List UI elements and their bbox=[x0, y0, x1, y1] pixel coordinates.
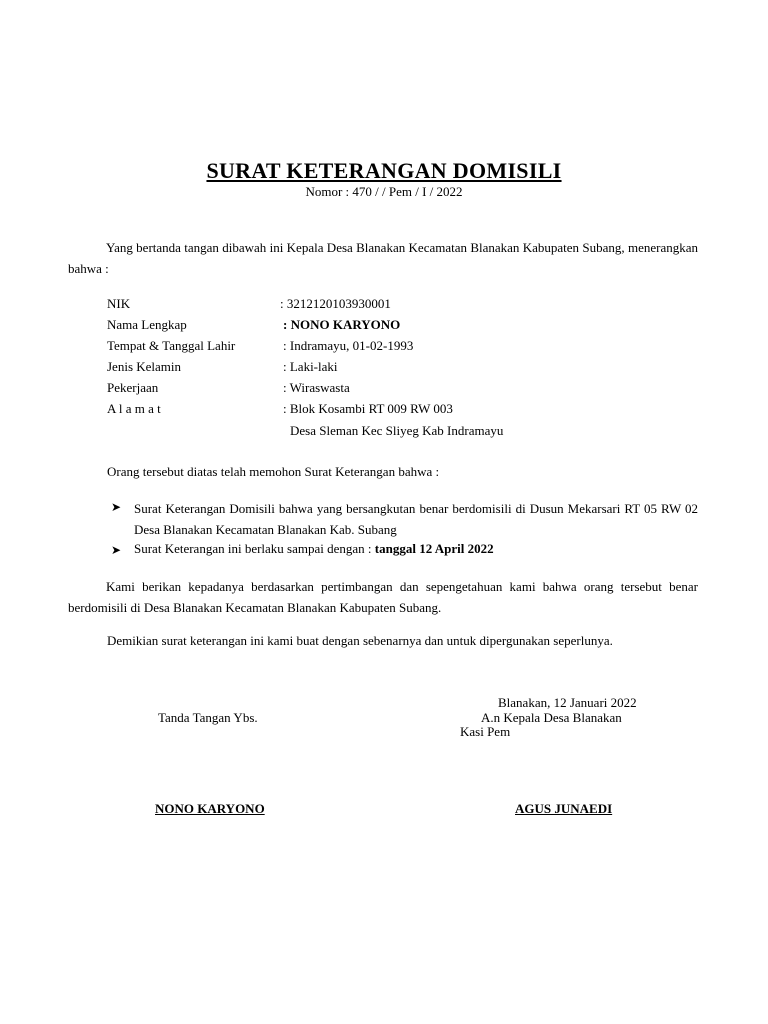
field-label-alamat: A l a m a t bbox=[107, 401, 161, 416]
field-label-pekerjaan: Pekerjaan bbox=[107, 380, 159, 395]
field-value-nik: : 3212120103930001 bbox=[280, 296, 391, 311]
document-title: SURAT KETERANGAN DOMISILI bbox=[206, 158, 562, 183]
bullet-item-2-text: Surat Keterangan ini berlaku sampai dengan : bbox=[134, 541, 375, 556]
field-label-nik: NIK bbox=[107, 296, 131, 311]
validity-date: tanggal 12 April 2022 bbox=[374, 541, 494, 556]
left-signer-name: NONO KARYONO bbox=[155, 801, 265, 816]
closing-paragraph-2: Demikian surat keterangan ini kami buat dengan sebenarnya dan untuk dipergunakan seperlunya. bbox=[107, 633, 613, 648]
bullet-item-2 bbox=[134, 541, 494, 557]
field-value-jenis-kelamin: : Laki-laki bbox=[283, 359, 338, 374]
bullet-item-1: Surat Keterangan Domisili bahwa yang bersangkutan benar berdomisili di Dusun Mekarsari RT 05 RW 02 Desa Blanakan Kecamatan Blanakan Kab. Subang bbox=[134, 501, 698, 537]
field-value-nama: : NONO KARYONO bbox=[283, 317, 401, 332]
bullet-arrow-icon: ➤ bbox=[111, 543, 122, 557]
field-value-pekerjaan: : Wiraswasta bbox=[283, 380, 350, 395]
field-label-nama: Nama Lengkap bbox=[107, 317, 187, 332]
right-sign-role: Kasi Pem bbox=[460, 724, 511, 739]
left-sign-label: Tanda Tangan Ybs. bbox=[158, 710, 258, 725]
field-value-ttl: : Indramayu, 01-02-1993 bbox=[283, 338, 414, 353]
field-value-alamat: : Blok Kosambi RT 009 RW 003 bbox=[283, 401, 453, 416]
right-sign-label: A.n Kepala Desa Blanakan bbox=[481, 710, 622, 725]
request-intro: Orang tersebut diatas telah memohon Surat Keterangan bahwa : bbox=[107, 464, 440, 479]
field-label-ttl: Tempat & Tanggal Lahir bbox=[107, 338, 236, 353]
right-signer-name: AGUS JUNAEDI bbox=[515, 801, 613, 816]
place-date: Blanakan, 12 Januari 2022 bbox=[498, 695, 637, 710]
field-value-alamat-line2: Desa Sleman Kec Sliyeg Kab Indramayu bbox=[290, 423, 504, 438]
document-number: Nomor : 470 / / Pem / I / 2022 bbox=[305, 184, 463, 199]
field-label-jenis-kelamin: Jenis Kelamin bbox=[107, 359, 182, 374]
closing-paragraph-1: Kami berikan kepadanya berdasarkan pertimbangan dan sepengetahuan kami bahwa orang tersebut benar berdomisili di Desa Blanakan Kecamatan Blanakan Kabupaten Subang. bbox=[68, 579, 698, 615]
bullet-arrow-icon: ➤ bbox=[111, 500, 122, 514]
intro-paragraph: Yang bertanda tangan dibawah ini Kepala Desa Blanakan Kecamatan Blanakan Kabupaten Subang, menerangkan bahwa : bbox=[68, 240, 698, 276]
